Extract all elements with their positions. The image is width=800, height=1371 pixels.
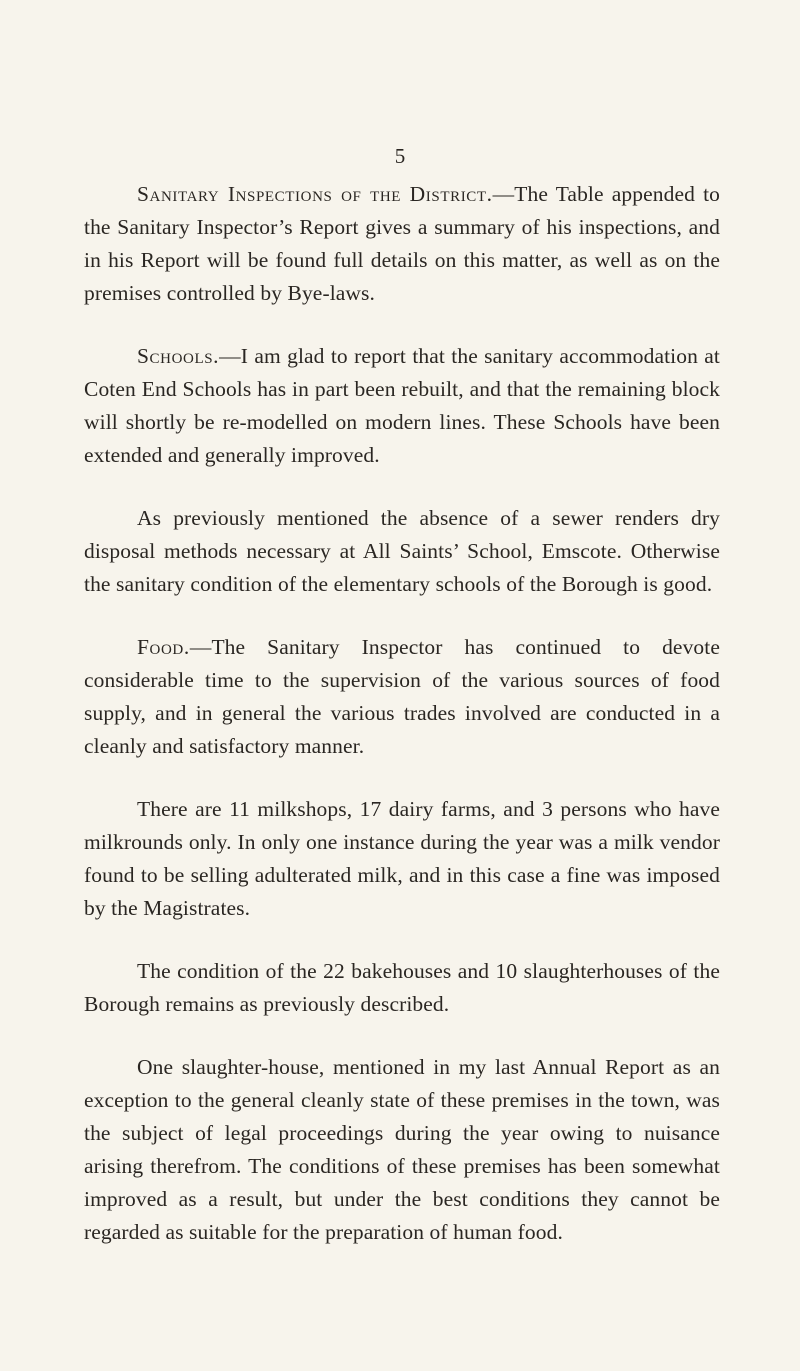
paragraph-body: —The Table appended to the Sanitary Inspector’s Report gives a summary of his inspections, and in his Report will be found full details on this matter, as well as on the premises controlled by Bye-laws. xyxy=(84,182,720,305)
report-text xyxy=(84,178,720,1279)
paragraph-slaughter-house xyxy=(84,1051,720,1249)
paragraph-body: The condition of the 22 bakehouses and 10 slaughterhouses of the Borough remains as previously described. xyxy=(84,959,720,1016)
paragraph-bakehouses xyxy=(84,955,720,1021)
paragraph-food xyxy=(84,631,720,763)
section-heading-food: Food. xyxy=(137,635,190,659)
paragraph-body: —The Sanitary Inspector has continued to devote considerable time to the supervision of the various sources of food supply, and in general the various trades involved are conducted in a cleanly and satisfactory manner. xyxy=(84,635,720,758)
paragraph-body: There are 11 milkshops, 17 dairy farms, and 3 persons who have milkrounds only. In only one instance during the year was a milk vendor found to be selling adulterated milk, and in this case a fine was imposed by the Magistrates. xyxy=(84,797,720,920)
paragraph-milkshops xyxy=(84,793,720,925)
paragraph-body: —I am glad to report that the sanitary accommodation at Coten End Schools has in part been rebuilt, and that the remaining block will shortly be re-modelled on modern lines. These Schools have been extended and generally improved. xyxy=(84,344,720,467)
page-number: 5 xyxy=(394,144,406,168)
section-heading-schools: Schools. xyxy=(137,344,220,368)
section-heading-sanitary-inspections: Sanitary Inspections of the District. xyxy=(137,182,493,206)
paragraph-body: As previously mentioned the absence of a sewer renders dry disposal methods necessary at All Saints’ School, Emscote. Otherwise the sanitary condition of the elementary schools of the Borough is good. xyxy=(84,506,720,596)
paragraph-sanitary-inspections xyxy=(84,178,720,310)
paragraph-dry-disposal xyxy=(84,502,720,601)
paragraph-schools xyxy=(84,340,720,472)
paragraph-body: One slaughter-house, mentioned in my last Annual Report as an exception to the general cleanly state of these premises in the town, was the subject of legal proceedings during the year owing to nuisance arising therefrom. The conditions of these premises has been somewhat improved as a result, but under the best conditions they cannot be regarded as suitable for the preparation of human food. xyxy=(84,1055,720,1244)
